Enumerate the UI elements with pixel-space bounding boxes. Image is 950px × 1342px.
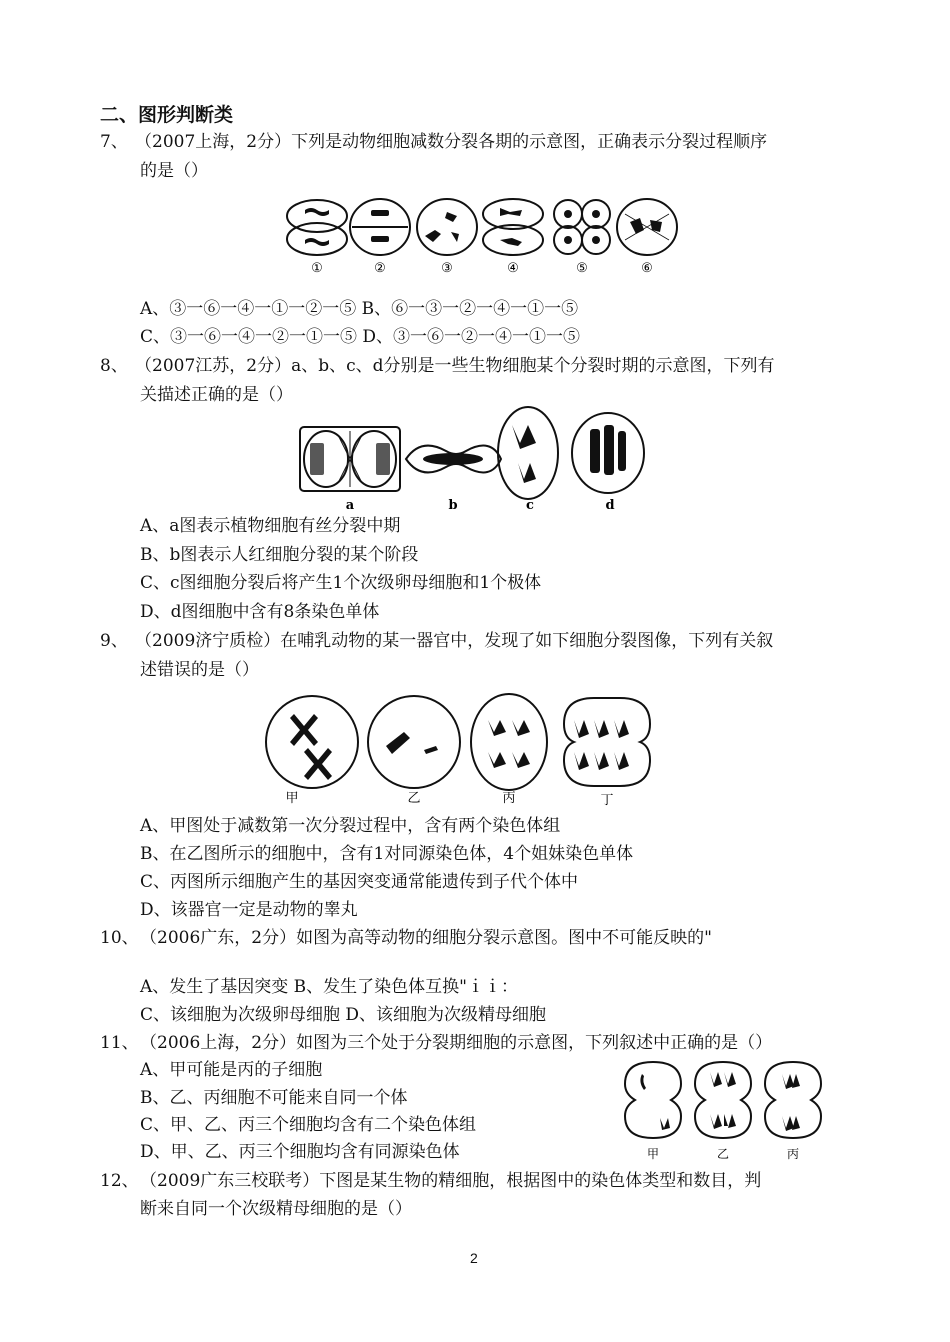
q12-stem-line2: 断来自同一个次级精母细胞的是（） xyxy=(140,1199,412,1219)
q9-option-b: B、在乙图所示的细胞中，含有1对同源染色体，4个姐妹染色单体 xyxy=(140,844,634,864)
page-number: 2 xyxy=(470,1250,478,1266)
q7-stem-line2: 的是（） xyxy=(140,161,208,181)
q10-number: 10、 xyxy=(100,928,139,948)
q8-fig-label-a: a xyxy=(345,498,355,513)
q8-option-c: C、c图细胞分裂后将产生1个次级卵母细胞和1个极体 xyxy=(140,573,542,593)
q7-fig-label-5: ⑤ xyxy=(576,261,588,276)
q8-figure xyxy=(298,405,658,515)
q8-fig-label-c: c xyxy=(526,498,534,513)
q11-fig-label-bing: 丙 xyxy=(786,1147,800,1161)
q10-options-line2: C、该细胞为次级卵母细胞 D、该细胞为次级精母细胞 xyxy=(140,1005,547,1025)
q7-fig-label-1: ① xyxy=(311,261,323,276)
q9-stem-line1: （2009济宁质检）在哺乳动物的某一器官中，发现了如下细胞分裂图像，下列有关叙 xyxy=(135,631,774,651)
q10-options-line1: A、发生了基因突变 B、发生了染色体互换"ｉｉ： xyxy=(140,977,518,997)
q7-number: 7、 xyxy=(100,132,128,152)
q11-option-a: A、甲可能是丙的子细胞 xyxy=(140,1060,323,1080)
q9-fig-label-yi: 乙 xyxy=(407,791,421,806)
q7-options-line2: C、③一⑥一④一②一①一⑤ D、③一⑥一②一④一①一⑤ xyxy=(140,327,581,347)
q7-fig-label-6: ⑥ xyxy=(641,261,653,276)
q9-fig-label-jia: 甲 xyxy=(285,791,299,806)
q11-option-b: B、乙、丙细胞不可能来自同一个体 xyxy=(140,1088,408,1108)
q9-option-a: A、甲图处于减数第一次分裂过程中，含有两个染色体组 xyxy=(140,816,561,836)
q8-stem-line1: （2007江苏，2分）a、b、c、d分别是一些生物细胞某个分裂时期的示意图，下列有 xyxy=(135,356,775,376)
q7-fig-label-3: ③ xyxy=(441,261,453,276)
q8-fig-label-d: d xyxy=(605,498,615,513)
q12-stem-line1: （2009广东三校联考）下图是某生物的精细胞，根据图中的染色体类型和数目，判 xyxy=(140,1171,762,1191)
q7-stem-line1: （2007上海，2分）下列是动物细胞减数分裂各期的示意图，正确表示分裂过程顺序 xyxy=(135,132,768,152)
q12-number: 12、 xyxy=(100,1171,139,1191)
q8-stem-line2: 关描述正确的是（） xyxy=(140,385,293,405)
q9-option-d: D、该器官一定是动物的睾丸 xyxy=(140,900,358,920)
q8-fig-label-b: b xyxy=(448,498,458,513)
q8-option-b: B、b图表示人红细胞分裂的某个阶段 xyxy=(140,545,419,565)
q11-option-d: D、甲、乙、丙三个细胞均含有同源染色体 xyxy=(140,1142,460,1162)
q7-options-line1: A、③一⑥一④一①一②一⑤ B、⑥一③一②一④一①一⑤ xyxy=(140,299,579,319)
q11-fig-label-jia: 甲 xyxy=(646,1147,660,1161)
q11-fig-label-yi: 乙 xyxy=(716,1147,730,1161)
q7-figure xyxy=(285,196,680,278)
q7-fig-label-4: ④ xyxy=(507,261,519,276)
q10-stem-line1: （2006广东，2分）如图为高等动物的细胞分裂示意图。图中不可能反映的" xyxy=(140,928,712,948)
q8-option-d: D、d图细胞中含有8条染色单体 xyxy=(140,602,380,622)
q8-number: 8、 xyxy=(100,356,128,376)
q9-fig-label-ding: 丁 xyxy=(600,793,614,808)
q7-fig-label-2: ② xyxy=(374,261,386,276)
q11-number: 11、 xyxy=(100,1033,139,1053)
q11-option-c: C、甲、乙、丙三个细胞均含有二个染色体组 xyxy=(140,1115,477,1135)
q9-stem-line2: 述错误的是（） xyxy=(140,660,259,680)
q8-option-a: A、a图表示植物细胞有丝分裂中期 xyxy=(140,516,401,536)
q9-fig-label-bing: 丙 xyxy=(502,791,516,806)
q11-figure xyxy=(618,1058,838,1168)
q9-option-c: C、丙图所示细胞产生的基因突变通常能遗传到子代个体中 xyxy=(140,872,579,892)
section-title: 二、图形判断类 xyxy=(100,104,234,126)
q9-number: 9、 xyxy=(100,631,128,651)
q9-figure xyxy=(264,690,664,808)
q11-stem-line1: （2006上海，2分）如图为三个处于分裂期细胞的示意图，下列叙述中正确的是（） xyxy=(140,1033,773,1053)
